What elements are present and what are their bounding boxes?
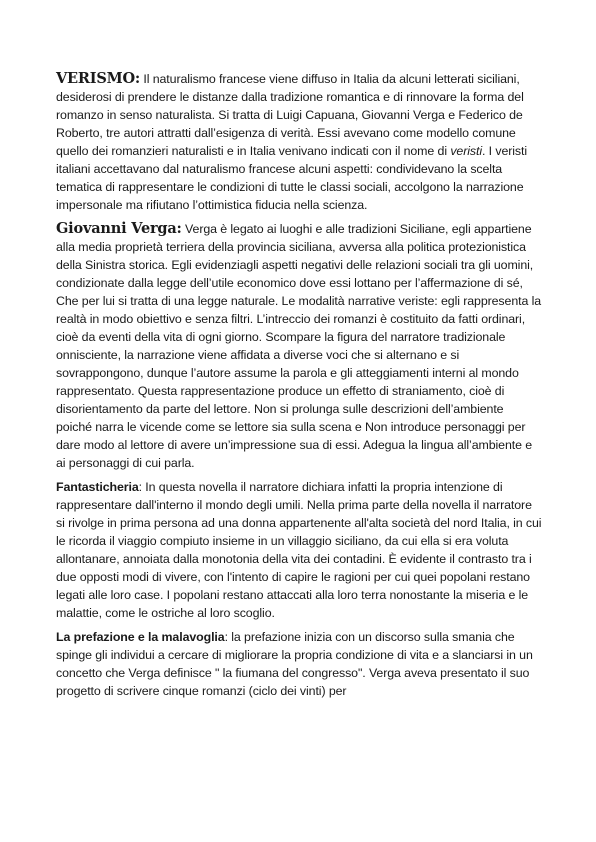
paragraph-prefazione [56, 628, 542, 700]
paragraph-text: : la prefazione inizia con un discorso sulla smania che spinge gli individui a cercare di migliorare la propria condizione di vita e a slanciarsi in un concetto che Verga definisce " la fiumana del congresso". Verga aveva presentato il suo progetto di scrivere cinque romanzi (ciclo dei vinti) per [56, 630, 533, 698]
paragraph-text: . I veristi italiani accettavano dal naturalismo francese alcuni aspetti: condividevano la scelta tematica di rappresentare le condizioni di tutte le classi sociali, accolgono la narrazione impersonale ma rifiutano l’ottimistica fiducia nella scienza. [56, 144, 528, 212]
paragraph-text: Verga è legato ai luoghi e alle tradizioni Siciliane, egli appartiene alla media proprietà terriera della provincia siciliana, avversa alla politica protezionistica della Sinistra storica. Egli evidenziagli aspetti negativi delle relazioni sociali tra gli uomini, condizionate dalla legge dell’utile economico dove essi lottano per l’affermazione di sé, Che per lui si tratta di una legge naturale. Le modalità narrative veriste: egli rappresenta la realtà in modo obiettivo e senza filtri. L’intreccio dei romanzi è costituito da fatti ordinari, cioè da eventi della vita di ogni giorno. Scompare la figura del narratore tradizionale onnisciente, la narrazione viene affidata a diverse voci che si alternano e si sovrappongono, dunque l’autore assume la parola e gli atteggiamenti interni al mondo rappresentato. Questa rappresentazione produce un effetto di straniamento, cioè di disorientamento da parte del lettore. Non si prolunga sulle descrizioni dell’ambiente poiché narra le vicende come se lettore sia sulla scena e Non introduce personaggi per dare modo al lettore di avere un’impressione sua di essi. Adegua la lingua all’ambiente e ai personaggi di cui parla. [56, 222, 542, 470]
section-heading-prefazione: La prefazione e la malavoglia [56, 630, 225, 644]
section-heading-giovanni-verga: Giovanni Verga: [56, 220, 182, 237]
section-heading-fantasticheria: Fantasticheria [56, 480, 139, 494]
paragraph-text: : In questa novella il narratore dichiara infatti la propria intenzione di rappresentare dall'interno il mondo degli umili. Nella prima parte della novella il narratore si rivolge in prima persona ad una donna appartenente all'alta società del nord Italia, in cui le ricorda il viaggio compiuto insieme in un villaggio siciliano, da cui ella si era voluta allontanare, annoiata dalla monotonia della vita dei contadini. È evidente il contrasto tra i due opposti modi di vivere, con l'intento di capire le ragioni per cui quei popolani restano legati alle loro case. I popolani restano attaccati alla loro terra nonostante la miseria e le malattie, come le ostriche al loro scoglio. [56, 480, 542, 620]
section-heading-verismo: VERISMO: [56, 70, 141, 87]
paragraph-giovanni-verga [56, 220, 542, 472]
paragraph-fantasticheria [56, 478, 542, 622]
italic-term: veristi [450, 144, 482, 158]
paragraph-text: Il naturalismo francese viene diffuso in Italia da alcuni letterati siciliani, desiderosi di prendere le distanze dalla tradizione romantica e di rinnovare la forma del romanzo in senso naturalista. Si tratta di Luigi Capuana, Giovanni Verga e Federico de Roberto, tre autori attratti dall’esigenza di verità. Essi avevano come modello comune quello dei romanzieri naturalisti e in Italia venivano indicati con il nome di [56, 72, 524, 158]
paragraph-verismo [56, 70, 542, 214]
document-page [56, 70, 542, 706]
